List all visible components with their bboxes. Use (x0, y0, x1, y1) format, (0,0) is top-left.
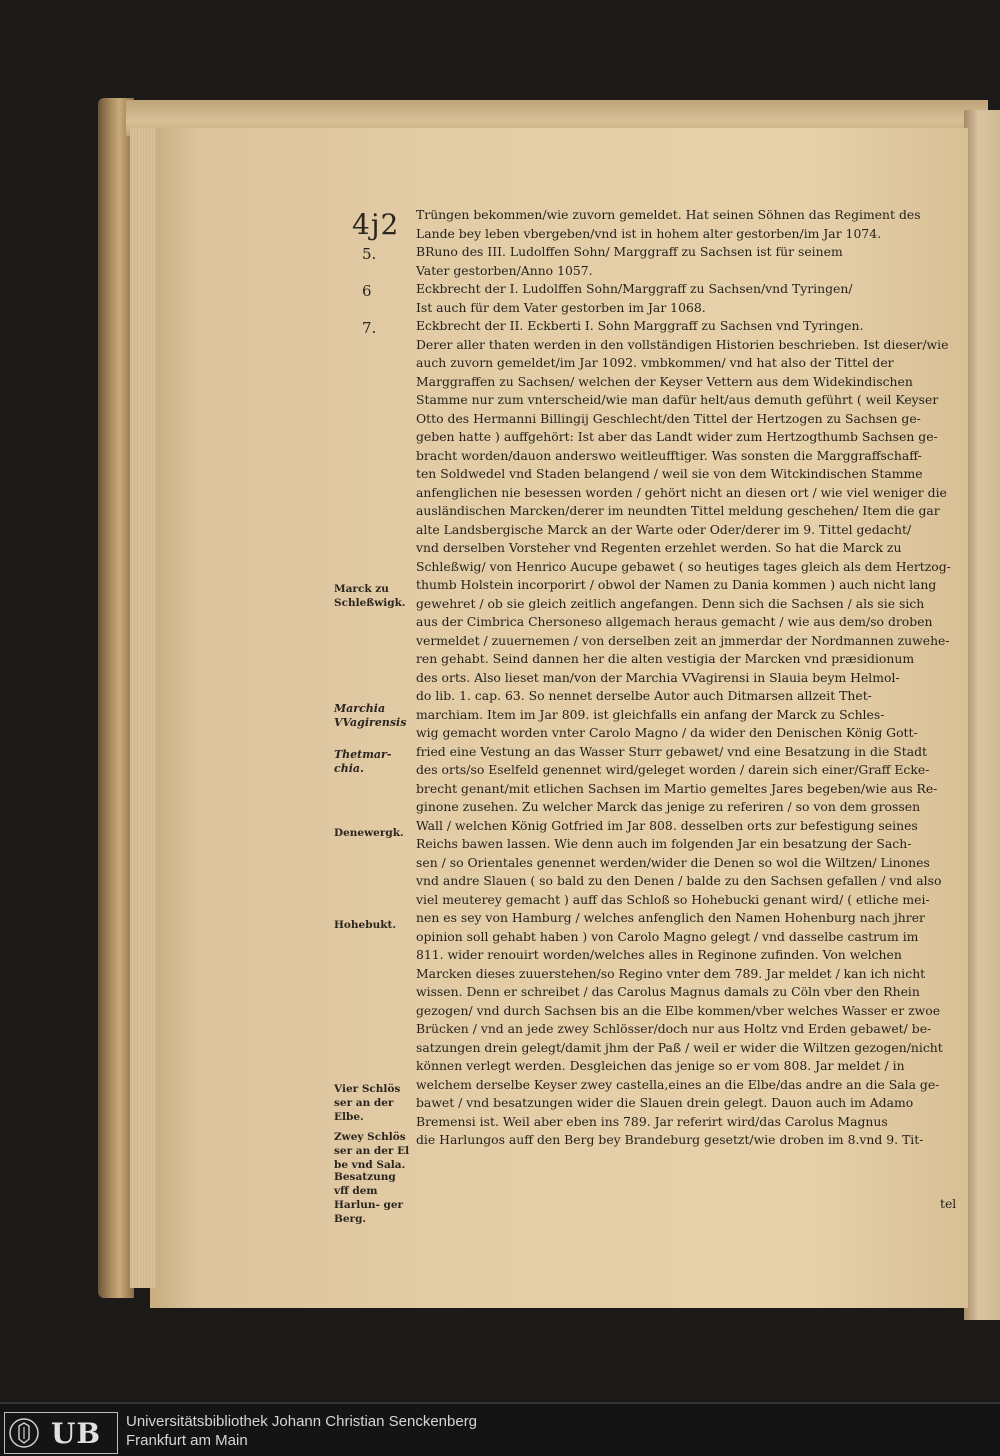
library-logo[interactable] (4, 1412, 118, 1454)
text-line: des orts/so Eselfeld genennet wird/geleget worden / darein sich einer/Graff Ecke- (416, 762, 930, 777)
text-line: thumb Holstein incorporirt / obwol der Namen zu Dania kommen ) auch nicht lang (416, 577, 937, 592)
book-cover-edge (98, 98, 134, 1298)
text-line: opinion soll gehabt haben ) von Carolo Magno gelegt / vnd dasselbe castrum im (416, 928, 919, 944)
text-line: brecht genant/mit etlichen Sachsen im Martio gemeltes Jares begeben/wie aus Re- (416, 780, 938, 796)
text-line: wig gemacht worden vnter Carolo Magno / da wider den Denischen König Gott- (416, 725, 918, 740)
text-line: die Harlungos auff den Berg bey Brandeburg gesetzt/wie droben im 8.vnd 9. Tit- (416, 1132, 924, 1147)
text-line: Brücken / vnd an jede zwey Schlösser/doch nur aus Holtz vnd Erden gebawet/ be- (416, 1021, 932, 1036)
text-line: satzungen drein gelegt/damit jhm der Paß / weil er wider die Wiltzen gezogen/nicht (416, 1039, 943, 1055)
margin-note: Hohebukt. (334, 919, 396, 931)
text-line: Stamme nur zum vnterscheid/wie man dafür helt/aus demuth geführt ( weil Keyser (416, 392, 939, 407)
institution-line-1: Universitätsbibliothek Johann Christian Senckenberg (126, 1413, 478, 1430)
text-line: gewehret / ob sie gleich zeitlich angefangen. Denn sich die Sachsen / als sie sich (416, 595, 925, 611)
text-line: Trüngen bekommen/wie zuvorn gemeldet. Hat seinen Söhnen das Regiment des (416, 207, 921, 222)
logo-text: UB (51, 1416, 102, 1450)
margin-note: Zwey Schlös ser an der El be vnd Sala. (334, 1131, 410, 1171)
text-line: gezogen/ vnd durch Sachsen bis an die Elbe kommen/vber welches Wasser er zwoe (416, 1002, 941, 1018)
text-line: do lib. 1. cap. 63. So nennet derselbe Autor auch Ditmarsen allzeit Thet- (416, 688, 872, 703)
text-line: des orts. Also lieset man/von der Marchia VVagirensi in Slauia beym Helmol- (416, 669, 900, 685)
text-line: fried eine Vestung an das Wasser Sturr gebawet/ vnd eine Besatzung in die Stadt (416, 743, 927, 759)
text-line: Eckbrecht der II. Eckberti I. Sohn Marggraff zu Sachsen vnd Tyringen. (416, 318, 864, 333)
text-line: aus der Cimbrica Chersoneso allgemach heraus gemacht / wie aus dem/so droben (416, 614, 933, 629)
text-line: bracht worden/dauon anderswo weitleufftiger. Was sonsten die Marggraffschaff- (416, 447, 922, 463)
text-line: vermeldet / zuuernemen / von derselben zeit an jmmerdar der Nordmannen zuwehe- (416, 632, 950, 648)
text-line: ausländischen Marcken/derer im neundten Tittel meldung geschehen/ Item die gar (416, 503, 940, 518)
text-line: sen / so Orientales genennet werden/wider die Denen so wol die Wiltzen/ Linones (416, 854, 930, 870)
text-line: alte Landsbergische Marck an der Warte oder Oder/derer im 9. Tittel gedacht/ (416, 521, 912, 537)
text-line: viel meuterey gemacht ) auff das Schloß so Hohebucki genant wird/ ( etliche mei- (416, 891, 930, 907)
text-line: Eckbrecht der I. Ludolffen Sohn/Marggraff zu Sachsen/vnd Tyringen/ (416, 281, 853, 296)
text-line: vnd andre Slauen ( so bald zu den Denen / balde zu den Sachsen gefallen / vnd also (416, 873, 942, 888)
body-text (416, 206, 964, 1150)
margin-note: Denewergk. (334, 827, 404, 839)
text-line: auch zuvorn gemeldet/im Jar 1092. vmbkommen/ vnd hat also der Tittel der (416, 355, 894, 370)
text-line: Lande bey leben vbergeben/vnd ist in hohem alter gestorben/im Jar 1074. (416, 225, 882, 241)
margin-note: Marchia VVagirensis (334, 702, 407, 729)
margin-note: Thetmar- chia. (334, 748, 392, 775)
text-line: nen es sey von Hamburg / welches anfenglich den Namen Hohenburg nach jhrer (416, 910, 925, 925)
text-line: BRuno des III. Ludolffen Sohn/ Marggraff zu Sachsen ist für seinem (416, 244, 843, 259)
text-line: marchiam. Item im Jar 809. ist gleichfalls ein anfang der Marck zu Schles- (416, 706, 885, 722)
text-line: ginone zusehen. Zu welcher Marck das jenige zu referiren / so von dem grossen (416, 799, 921, 814)
text-line: ten Soldwedel vnd Staden belangend / weil sie von dem Witckindischen Stamme (416, 466, 923, 481)
text-line: ren gehabt. Seind dannen her die alten vestigia der Marcken vnd præsidionum (416, 651, 915, 666)
catchword: tel (940, 1196, 957, 1211)
entry-number: 7. (362, 319, 377, 337)
margin-note: Marck zu Schleßwigk. (334, 583, 406, 609)
text-line: bawet / vnd besatzungen wider die Slauen drein gelegt. Dauon auch im Adamo (416, 1095, 914, 1110)
text-line: Bremensi ist. Weil aber eben ins 789. Jar referirt wird/das Carolus Magnus (416, 1113, 888, 1129)
seal-icon (5, 1414, 43, 1452)
text-line: Otto des Hermanni Billingij Geschlecht/den Tittel der Hertzogen zu Sachsen ge- (416, 410, 921, 426)
text-line: Vater gestorben/Anno 1057. (416, 262, 593, 278)
text-line: anfenglichen nie besessen worden / gehört nicht an diesen ort / wie viel weniger die (416, 484, 947, 500)
text-line: 811. wider renouirt worden/welches alles in Reginone zufinden. Von welchen (416, 947, 902, 962)
margin-note: Besatzung vff dem Harlun- ger Berg. (334, 1171, 404, 1225)
text-line: welchem derselbe Keyser zwey castella,eines an die Elbe/das andre an die Sala ge- (416, 1076, 940, 1092)
text-line: Schleßwig/ von Henrico Aucupe gebawet ( so heutiges tages gleich als dem Hertzog- (416, 558, 951, 574)
entry-number: 5. (362, 245, 377, 263)
adjacent-page-edge (964, 110, 1000, 1320)
text-line: Wall / welchen König Gotfried im Jar 808. desselben orts zur befestigung seines (416, 817, 918, 833)
margin-note: Vier Schlös ser an der Elbe. (334, 1083, 401, 1123)
text-line: wissen. Denn er schreibet / das Carolus Magnus damals zu Cöln vber den Rhein (416, 984, 920, 999)
text-line: vnd derselben Vorsteher vnd Regenten erzehlet werden. So hat die Marck zu (416, 540, 902, 555)
text-line: Reichs bawen lassen. Wie denn auch im folgenden Jar ein besatzung der Sach- (416, 836, 912, 851)
page-stack-edge (130, 128, 156, 1288)
text-line: Derer aller thaten werden in den vollständigen Historien beschrieben. Ist dieser/wie (416, 336, 949, 352)
page-number: 4j2 (352, 208, 400, 241)
institution-name (126, 1412, 477, 1450)
text-line: Marggraffen zu Sachsen/ welchen der Keyser Vettern aus dem Widekindischen (416, 373, 913, 389)
text-line: Marcken dieses zuuerstehen/so Regino vnter dem 789. Jar meldet / kan ich nicht (416, 965, 926, 981)
institution-line-2: Frankfurt am Main (126, 1432, 248, 1449)
text-line: können verlegt werden. Desgleichen das jenige so er vom 808. Jar meldet / in (416, 1058, 905, 1073)
text-line: Ist auch für dem Vater gestorben im Jar 1068. (416, 299, 706, 315)
text-line: geben hatte ) auffgehört: Ist aber das Landt wider zum Hertzogthumb Sachsen ge- (416, 429, 938, 444)
footer-bar (0, 1402, 1000, 1456)
entry-number: 6 (362, 282, 372, 300)
